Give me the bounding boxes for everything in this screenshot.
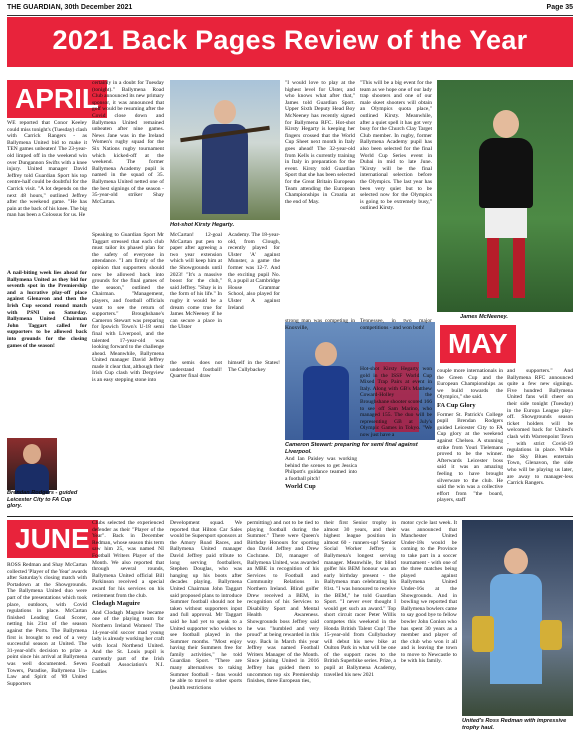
photo-kirsty-hegarty: [170, 80, 280, 220]
may-article-col3: [437, 368, 503, 514]
june-article-col3: [170, 520, 242, 734]
april-article-col3b: [170, 360, 222, 514]
page-title: 2021 Back Pages Review of the Year: [52, 25, 528, 55]
june-text-3: And Clodagh Maguire became one of the playing team for Northern Ireland Women! The 14-year-old soccer mad young lady is already working her craft with local Northend United. And the St. Louis pupil is currently part of the Irish Football Association's N.I. Ladies: [92, 609, 164, 676]
april-text-5: McCartan! 12-goal McCartan put pen to paper after agreeing a two year extension which will keep him at the Showgrounds until 2023! "It's a massive boost for the club," said Jeffrey. "Shay is in the form of his life." In rugby it would be a dream come true for James McNeeney if he can secure a place in the Ulster: [170, 232, 222, 331]
april-text-1: WE reported that Conor Keeley could miss tonight's (Tuesday) clash with Carrick Rangers - as Ballymena United bid to make it TEN games unbeaten! The 23-year-old limped off in the weekend win over Dungannon Swifts with a knee injury. United manager David Jeffrey told Guardian Sport his top centre-half could be doubtful for the Carrick visit. "A lot depends on the next 48 hours," outlined Jeffrey after the weekend game. "He has pain at the back of his knee. The big man has been a Colossus for us. He: [7, 120, 87, 219]
page-number: Page 35: [546, 4, 573, 11]
june-text-1: ROSS Redman and Shay McCartan collected 'Player of the Year' awards after Saturday's closing match with Portadown at the Showgrounds. The Ballymena United duo were part of the presentations which took place, outdoors, with Covid regulations in place. McCartan finished Leading Goal Scorer, netting his 21st of the season against the Ports. The Ballymena first is brought to end of a very successful season at United. The 31-year-old's decision to prize a point since his arrival at Ballymena was well documented. Seven Towers, Paradise, Ballymena Un-Law and Spirit of '89 United Supporters: [7, 562, 87, 687]
june-text-2: Clubs selected the experienced defender as their "Player of the Year". Back in December Redman, whose season this term saw him 25, was named NI Football Writers Player of the Month. We also reported that through several rounds, Ballymena United official Bill Parkinson received a special award for his services on his retirement from the club.: [92, 520, 164, 599]
april-text-3: certainly in a doubt for Tuesday (tonight)." Ballymena Road Club announced its new primary sponsor, it was announced that golf would be resuming after the Covid close down and Ballymena United remained unbeaten after nine games. News Jane was in the Ireland Women's rugby squad for the Six Nations rugby tournament which kicked-off at the weekend. The former Ballymena Academy pupil is named in the squad of 35. Ballymena United netted one of the best signings of the season - 35-year-old striker Shay McCartan.: [92, 80, 164, 205]
june-article-col2: [92, 520, 164, 734]
paper-dateline: THE GUARDIAN, 30th December 2021: [7, 4, 133, 11]
april-text-4: Speaking to Guardian Sport Mr Taggart stressed that each club must tailor its phased plan for the safety of everyone in attendance. "I am firmly of the opinion that supporters should now be allowed back into grounds for the final games of the season," outlined the Chairman. "Management, players, and football officials want to see the return of supporters." Broughshane's Cameron Stewart was preparing for Ipswich Town's U-18 semi final with Liverpool, and the talented 17-year-old was looking forward to the challenge ahead. Meanwhile, Ballymena United manager David Jeffrey made it clear that, although their Irish Cup clash with Dergview is an easy stepping stone into: [92, 232, 164, 384]
june-text-6: their first Senior trophy in almost 30 years, and their highest league position in almost 60 - runners-up! 'Senior Social Worker Jeffrey is Ballymena's longest serving manager. Meanwhile, for blind golfer his BEM honour was an early birthday present - the Ballymena man celebrating his 81st. "I was honoured to receive the BEM," he told Guardian Sport. "I never ever thought I would get such an award." Top short circuit racer Peter Willis competes this weekend in the Honda British Talent Cup! The 15-year-old from Cullybackey will debut his new bike at Oulton Park in what will be one of the support races to the British Superbike series. Prize, a pupil at Ballymena Academy, travelled his new 2021: [324, 520, 396, 678]
section-tag-june: JUNE: [7, 520, 98, 558]
photo-james-mcneeney: [437, 80, 573, 312]
april-article-col2b: [92, 232, 164, 514]
section-tag-april: APRIL: [7, 80, 107, 118]
april-article-col4: [228, 232, 280, 358]
april-text-11: strong man was competing in Knoxville,: [285, 318, 355, 331]
april-article-col3: [170, 232, 222, 358]
april-article-col6: [360, 80, 432, 316]
june-article-col6: [401, 520, 457, 734]
april-article-col1b: [7, 270, 87, 438]
june-text-5: permitting) and not to be tied to playing football during the Summer." There were Queen's Birthday Honours for sporting duo David Jeffrey and Drew Cochrane. DJ, manager of Ballymena United, was awarded an MBE in recognition of his Services to Football and Community Relations in Northern Ireland. Blind golfer Drew received a BEM, in recognition of his Services to Disability Sport and Mental Health Awareness. Showgrounds boss Jeffrey said he was "humbled and very proud" at being rewarded in this way. Back in March this year Jeffrey was named Football Writers Manager of the Month. Since joining United in 2016 Jeffrey has guided them to uncommon top six Premiership finishes, three European ties,: [247, 520, 319, 685]
april-article-col5b: [285, 318, 355, 331]
caption-james-mcneeney: James McNeeney.: [460, 314, 508, 320]
april-text-8: "This will be a big event for the team as we hope one of our lady trap shooters and one of our male skeet shooters will obtain an Olympics quota place," outlined Kirsty. Meanwhile, after a quiet spell it has got very busy for the Church Clay Target Club member. In rugby, former Ballymena Academy pupil has also been selected for the final World Cup Series event in Dubai in mid to late June. "Kirsty will be the final international selection before the Olympics. The last year has been very quiet but to be selected now for the Olympics is going to be extremely busy," outlined Kirsty.: [360, 80, 432, 212]
may-text-1: Hot-shot Kirsty Hegarty won gold in the ISSF World Cup Mixed Trap Pairs at event in Italy. Along with GB's Matthew Coward-Holley the Broughshane shooter scored 166 to see off Sam Marino, who managed 155. The duo will be representing GB at July's Olympic Games in Tokyo. "We now just have a: [360, 366, 432, 438]
june-text-4: Development squad. We reported that Hilton Car Sales would be Supersport sponsors at the Amory Road Races, and Ballymena United manager David Jeffrey paid tribute to long serving footballers, Stephen Douglas, who was hanging up his boots after decades playing. Ballymena United Chairman John Taggart said proposed plans to introduce Summer football should not be taken without supporters input and full approval. Mr Taggart said he had yet to speak to a United supporter who wishes to see football played in the Summer months. "Most enjoy having their Summers free for family activities," he told Guardian Sport. "There are many alternatives to taking Summer football - fans would be able to travel to other sports (health restrictions: [170, 520, 242, 691]
april-text-9: the semis does not understand football! Quarter final draw: [170, 360, 222, 380]
april-text-2: A nail-biting week lies ahead for Ballymena United as they bid for seventh spot in the Premiership and a lucrative play-off place against Glenavon and then the Irish Cup second round match with PSNI on Saturday. Ballymena United Chairman John Taggart called for supporters to be allowed back into grounds for the closing games of the season!: [7, 270, 87, 349]
title-banner: [7, 17, 573, 67]
caption-cameron-stewart: Cameron Stewart: preparing for semi final against Liverpool.: [285, 442, 418, 455]
photo-brendan-rodgers: [7, 438, 57, 490]
may-text-2: couple more internationals in the Green Cup and the European Championships as we build towards the Olympics," she said.: [437, 368, 503, 401]
may-subhead-fa-cup: FA Cup Glory: [437, 401, 476, 409]
june-subhead-clodagh: Clodagh Maguire: [92, 600, 140, 608]
may-text-3: Former St. Patrick's College pupil Brendan Rodgers guided Leicester City to FA Cup glory at the weekend against Chelsea. A stunning strike from Youri Tielemans proved to be the winner. Afterwards Leicester boss said it was an amazing feeling to have brought silverware to the club. He said the win was a collective effort from "the board, players, staff: [437, 411, 503, 504]
april-article-col4b: [228, 360, 280, 420]
page-header: [7, 3, 573, 16]
june-article-col1: [7, 562, 87, 734]
section-tag-may: MAY: [440, 325, 516, 363]
may-article-col1: [285, 456, 357, 514]
may-text-4: and supporters." And Ballymena RFC announced quite a few new signings. Five hundred Ballymena United fans will cheer on their side tonight (Tuesday) in the Europa League play-off. Showgrounds season ticket holders will be welcomed back for United's clash with Warrenpoint Town - with strict Covid-19 regulations in place. While the Sky Blues entertain Town, Glenavon, the side who will be playing us later, are away to manager-less Carrick Rangers.: [507, 368, 573, 487]
may-subhead-world-cup: World Cup: [285, 483, 316, 491]
april-article-col1: [7, 120, 87, 268]
may-article-col4: [507, 368, 573, 514]
section-divider: [7, 516, 573, 517]
may-intro: And Ian Paisley was working behind the scenes to get Jessica Philpott's guidance teamed into a football pitch!: [285, 456, 357, 482]
june-article-col4: [247, 520, 319, 734]
june-article-col5: [324, 520, 396, 734]
april-text-7: "I would love to play at the highest level for Ulster, and who knows what after that," James told Guardian Sport. Upper Sixth Deputy Head Boy McNeeney has recently signed for Ballymena RFC. Hot-shot Kirsty Hegarty is keeping her fingers crossed that the World Cup Sheet next month in Italy goes ahead! The 32-year-old from Kells is currently training in Italy in preparation for the event. Kirsty told Guardian Sport that she has been selected for the Great Britain European Team attending the European Championships in Croatia at the end of May.: [285, 80, 355, 205]
june-text-7: motor cycle last week. It was announced that Manchester United Under-18s would be coming to the Province to take part in a soccer tournament - with one of the three matches being played against Ballymena United Under-16s at the Showgrounds. And in bowling we reported that Ballymena bowlers came to say good bye to fellow bowler John Conlon who has spent 30 years as a member and player of the club who won it all and is leaving the town to move to Newcastle to be with his family.: [401, 520, 457, 665]
april-text-12: Tennessee, in two major competitions - and won both!: [360, 318, 432, 331]
caption-brendan-rodgers: Brendan Rodgers - guided Leicester City to FA Cup glory.: [7, 490, 78, 510]
caption-ross-redman: United's Ross Redman with impressive trophy haul.: [462, 718, 567, 731]
april-article-col2: [92, 80, 164, 230]
april-article-col6b: [360, 318, 432, 331]
may-article-col2: [360, 366, 432, 514]
photo-ross-redman: [462, 520, 573, 716]
april-text-10: himself in the States! The Cullybackey: [228, 360, 280, 373]
caption-kirsty-hegarty: Hot-shot Kirsty Hegarty.: [170, 222, 235, 228]
april-article-col5: [285, 80, 355, 316]
april-text-6: Academy. The 18-year-old, from Clough, recently played for Ulster 'A' against Munster, a game the former was 12-7. And the exciting pupil No. 8, a pupil at Cambridge House Grammar School, also played for Ulster A against Ireland: [228, 232, 280, 311]
